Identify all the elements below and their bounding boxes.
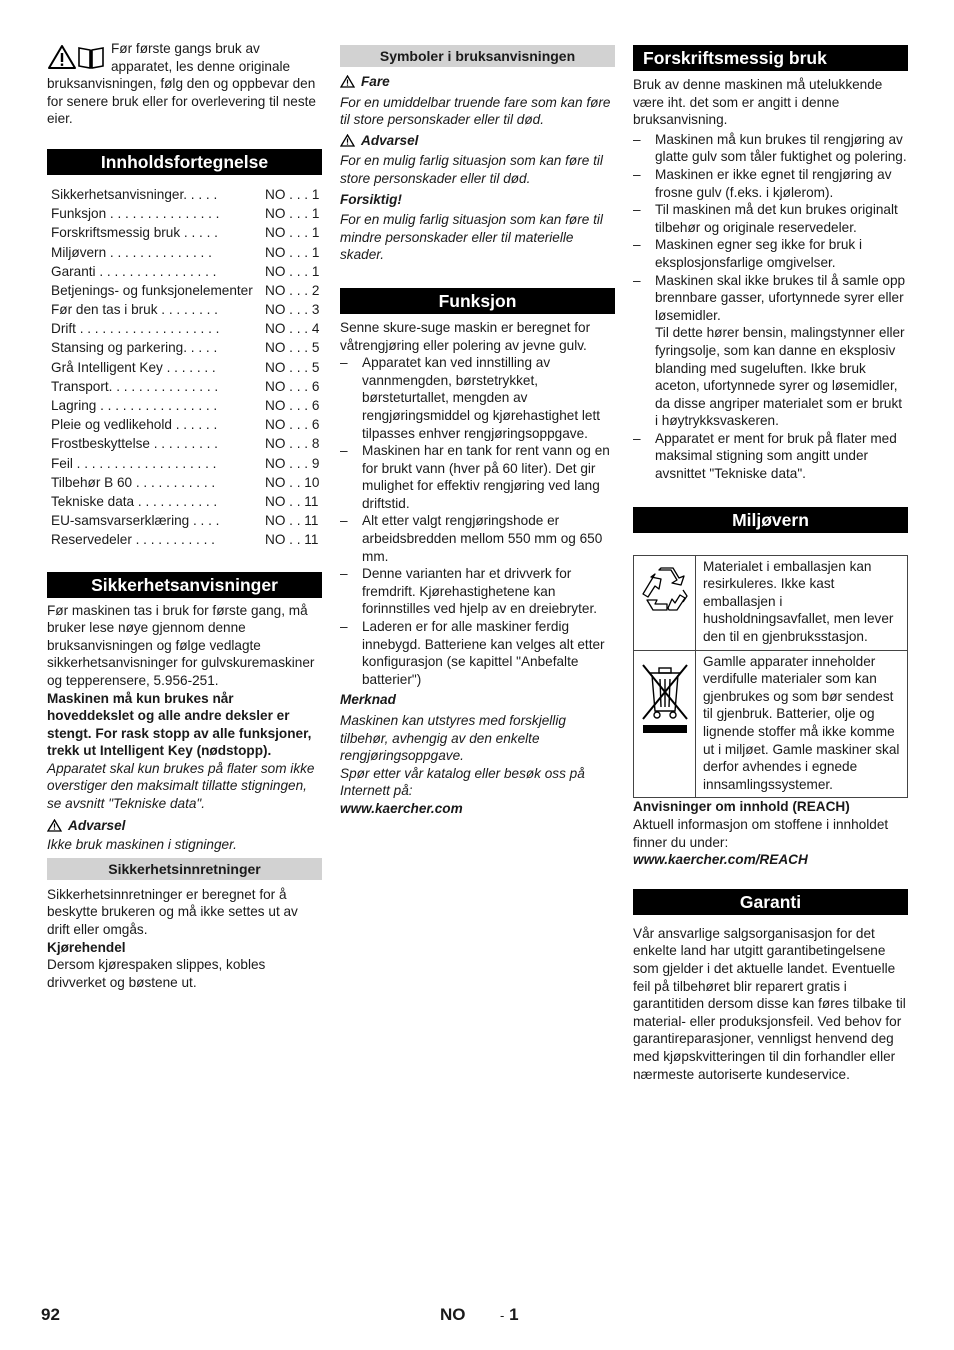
toc-entry-title: EU-samsvarserklæring . . . .: [51, 513, 220, 529]
toc-entry[interactable]: [47, 319, 322, 338]
proper-use-list-2: [633, 430, 908, 483]
intro-icons: [47, 44, 105, 70]
toc-entry-page: NO . . . 1: [265, 186, 320, 202]
list-item: – Maskinen skal ikke brukes til å samle opp brennbare gasser, ufortynnede syrer eller løsemidler.: [633, 272, 908, 325]
danger-heading: [340, 73, 615, 91]
toc-entry-title: Frostbeskyttelse . . . . . . . . .: [51, 436, 218, 452]
toc-entry-title: Funksjon . . . . . . . . . . . . . . .: [51, 206, 220, 222]
toc-entry-page: NO . . . 9: [265, 455, 320, 471]
toc-entry-title: Miljøvern . . . . . . . . . . . . . .: [51, 244, 212, 260]
warning-text: For en mulig farlig situasjon som kan føre til store personskader eller til død.: [340, 153, 603, 186]
warning-icon: [340, 134, 355, 147]
warning-icon: [47, 819, 62, 832]
warning-triangle-icon: [47, 44, 77, 70]
toc-entry-title: Pleie og vedlikehold . . . . . .: [51, 417, 218, 433]
footer-section-page: [500, 1306, 519, 1325]
reach-text: Aktuell informasjon om stoffene i innholdet finner du under:: [633, 816, 889, 850]
safety-paragraph-2: Maskinen må kun brukes når hoveddekslet og alle andre deksler er stengt. For rask stopp av alle funksjoner, trekk ut Intelligent Key (nødstopp).: [47, 690, 312, 759]
list-item: – Apparatet er ment for bruk på flater med maksimal stigning som angitt under avsnittet "Tekniske data".: [633, 430, 908, 483]
toc-entry[interactable]: [47, 530, 322, 549]
list-item: – Maskinen er ikke egnet til rengjøring av frosne gulv (f.eks. i kjølerom).: [633, 166, 908, 201]
toc-entry[interactable]: [47, 511, 322, 530]
toc-entry-page: NO . . 11: [265, 493, 319, 509]
proper-use-intro: Bruk av denne maskinen må utelukkende være iht. det som er angitt i denne bruksanvisning.: [633, 77, 883, 128]
danger-warning-icon: [340, 75, 355, 88]
toc-entry-page: NO . . . 4: [265, 321, 320, 337]
proper-use-extra: Til dette hører bensin, malingstynner eller fyringsolje, som kan danne en eksplosiv blanding med sugeluften. Ikke bruk aceton, ufortynnede syrer og løsemidler, da disse angriper materialet som er brukt i høytrykksvaskeren.: [655, 325, 905, 429]
toc-heading: Innholdsfortegnelse: [47, 149, 322, 175]
manual-book-icon: [77, 44, 105, 70]
safety-paragraph-3: Apparatet skal kun brukes på flater som ikke overstiger den maksimalt tillatte stigningen, se avsnitt "Tekniske data".: [47, 760, 315, 812]
note-label: Merknad: [340, 692, 396, 708]
list-item: – Apparatet kan ved innstilling av vannmengden, børstetrykket, børsteturtallet, mengden av rengjøringsmiddel og kjørehastighet lett tilpasses enhver rengjøringsoppgave.: [340, 354, 615, 442]
intro-text: Før første gangs bruk av apparatet, les denne originale bruksanvisningen, følg den og oppbevar den for senere bruk eller for overlevering til neste eier.: [47, 41, 316, 127]
note-text-2: Spør etter vår katalog eller besøk oss på Internett på:: [340, 765, 585, 799]
toc-entry-title: Stansing og parkering. . . . .: [51, 340, 218, 356]
function-list: [340, 354, 615, 688]
toc-entry[interactable]: [47, 434, 322, 453]
toc-entry-title: Transport. . . . . . . . . . . . . . .: [51, 378, 219, 394]
environment-table: [633, 555, 908, 799]
toc-entry-title: Garanti . . . . . . . . . . . . . . . .: [51, 263, 217, 279]
toc-entry-page: NO . . . 6: [265, 417, 320, 433]
toc-entry[interactable]: [47, 415, 322, 434]
website-link[interactable]: www.kaercher.com: [340, 800, 463, 816]
list-item: – Alt etter valgt rengjøringshode er arbeidsbredden mellom 550 mm og 650 mm.: [340, 512, 615, 565]
toc-entry-page: NO . . . 5: [265, 359, 320, 375]
toc-entry-title: Betjenings- og funksjonelementer: [51, 282, 253, 298]
proper-use-list: [633, 131, 908, 325]
table-of-contents: [47, 185, 322, 550]
list-item: – Maskinen egner seg ikke for bruk i eksplosjonsfarlige omgivelser.: [633, 236, 908, 271]
toc-entry[interactable]: [47, 262, 322, 281]
proper-use-heading: Forskriftsmessig bruk: [633, 45, 908, 71]
toc-entry[interactable]: [47, 300, 322, 319]
toc-entry[interactable]: [47, 243, 322, 262]
table-row: [634, 556, 907, 651]
column-right: [633, 40, 908, 1083]
toc-entry[interactable]: [47, 473, 322, 492]
function-heading: Funksjon: [340, 288, 615, 314]
toc-entry-page: NO . . . 2: [265, 282, 320, 298]
safety-warning-label: Advarsel: [68, 817, 126, 833]
toc-entry-page: NO . . . 1: [265, 263, 320, 279]
toc-entry-title: Før den tas i bruk . . . . . . . .: [51, 302, 218, 318]
footer-section-number: 1: [509, 1305, 519, 1324]
list-item: – Maskinen må kun brukes til rengjøring av glatte gulv som tåler fuktighet og polering.: [633, 131, 908, 166]
column-middle: [340, 40, 615, 818]
toc-entry-page: NO . . . 6: [265, 378, 320, 394]
reach-label: Anvisninger om innhold (REACH): [633, 799, 850, 815]
toc-entry-title: Drift . . . . . . . . . . . . . . . . . . .: [51, 321, 220, 337]
drive-lever-label: Kjørehendel: [47, 939, 126, 955]
safety-devices-heading: Sikkerhetsinnretninger: [47, 858, 322, 880]
footer-language: NO: [440, 1305, 466, 1324]
list-item: – Denne varianten har et drivverk for fremdrift. Kjørehastighetene kan forinnstilles ved hjelp av en dreiebryter.: [340, 565, 615, 618]
toc-entry[interactable]: [47, 492, 322, 511]
table-row: [634, 651, 907, 798]
crossed-bin-icon: [639, 659, 691, 739]
toc-entry[interactable]: [47, 281, 322, 300]
safety-paragraph-1: Før maskinen tas i bruk for første gang, må bruker lese nøye gjennom denne bruksanvisningen og følge vedlagte sikkerhetsanvisninger for gulvskuremaskiner og tepperensere, 5.956-251.: [47, 602, 315, 688]
safety-devices-text: Sikkerhetsinnretninger er beregnet for å beskytte brukeren og må ikke settes ut av drift eller omgås.: [47, 886, 298, 938]
toc-entry-title: Forskriftsmessig bruk . . . . .: [51, 225, 218, 241]
toc-entry-page: NO . . . 8: [265, 436, 320, 452]
drive-lever-text: Dersom kjørespaken slippes, kobles drivverket og bøstene ut.: [47, 957, 266, 990]
environment-row-2-text: Gamlle apparater inneholder verdifulle materialer som kan gjenbrukes og som bør sendest til gjenbruk. Batterier, olje og lignende stoffer må ikke komme ut i miljøet. Gamle maskiner skal derfor avhendes i egnede innsamlingssystemer.: [703, 653, 900, 792]
warning-heading: [340, 132, 615, 150]
toc-entry[interactable]: [47, 454, 322, 473]
note-text: Maskinen kan utstyres med forskjellig tilbehør, avhengig av den enkelte rengjøringsoppgave.: [340, 713, 566, 764]
toc-entry-title: Feil . . . . . . . . . . . . . . . . . . .: [51, 455, 217, 471]
toc-entry[interactable]: [47, 358, 322, 377]
toc-entry-page: NO . . 10: [265, 474, 320, 490]
danger-text: For en umiddelbar truende fare som kan føre til store personskader eller til død.: [340, 94, 611, 128]
function-intro: Senne skure-suge maskin er beregnet for våtrengjøring eller polering av jevne gulv.: [340, 319, 591, 353]
warranty-heading: Garanti: [633, 889, 908, 915]
list-item: – Maskinen har en tank for rent vann og en for brukt vann (hver på 60 liter). Det gir mulighet for effektiv rengjøring ved lang driftstid.: [340, 442, 615, 512]
toc-entry[interactable]: [47, 223, 322, 242]
toc-entry-page: NO . . . 1: [265, 225, 320, 241]
list-item: – Til maskinen må det kun brukes originalt tilbehør og originale reservedeler.: [633, 201, 908, 236]
toc-entry[interactable]: [47, 204, 322, 223]
intro-block: [47, 40, 322, 128]
toc-entry-page: NO . . . 5: [265, 340, 320, 356]
toc-entry-page: NO . . . 6: [265, 398, 320, 414]
toc-entry[interactable]: [47, 396, 322, 415]
toc-entry-title: Tilbehør B 60 . . . . . . . . . . .: [51, 474, 216, 490]
footer-dash: -: [500, 1308, 505, 1323]
environment-heading: Miljøvern: [633, 507, 908, 533]
safety-warning-heading: [47, 817, 322, 835]
warning-label: Advarsel: [361, 132, 419, 148]
column-left: [47, 40, 322, 991]
toc-entry-title: Reservedeler . . . . . . . . . . .: [51, 532, 215, 548]
danger-label: Fare: [361, 74, 390, 89]
symbols-heading: Symboler i bruksanvisningen: [340, 45, 615, 67]
toc-entry[interactable]: [47, 377, 322, 396]
caution-text: For en mulig farlig situasjon som kan føre til mindre personskader eller til materielle skader.: [340, 212, 603, 263]
reach-link[interactable]: www.kaercher.com/REACH: [633, 852, 808, 868]
toc-entry[interactable]: [47, 338, 322, 357]
environment-row-1-text: Materialet i emballasjen kan resirkuleres. Ikke kast emballasjen i husholdningsavfallet, men lever den til en gjenbruksstasjon.: [703, 558, 894, 645]
toc-entry-page: NO . . . 1: [265, 206, 320, 222]
warranty-text: Vår ansvarlige salgsorganisasjon for det enkelte land har utgitt garantibetingelsene som gjelder i det aktuelle landet. Eventuelle feil på tilbehøret blir reparert gratis i garantitiden dersom disse kan føres tilbake til material- eller produksjonsfeil. Ved behov for garantireparasjoner, vennligst henvend deg med kjøpskvitteringen til din forhandler eller nærmeste autoriserte kundeservice.: [633, 925, 906, 1082]
recycle-icon: [639, 564, 691, 614]
toc-entry-title: Grå Intelligent Key . . . . . . .: [51, 359, 216, 375]
list-item: – Laderen er for alle maskiner ferdig innebygd. Batteriene kan velges alt etter konfigurasjon (se kapittel "Anbefalte batterier"): [340, 618, 615, 688]
toc-entry-page: NO . . 11: [265, 532, 319, 548]
toc-entry-title: Sikkerhetsanvisninger. . . . .: [51, 186, 218, 202]
toc-entry-title: Lagring . . . . . . . . . . . . . . . .: [51, 398, 218, 414]
safety-warning-text: Ikke bruk maskinen i stigninger.: [47, 837, 237, 853]
page-number: 92: [41, 1305, 60, 1324]
toc-entry[interactable]: [47, 185, 322, 204]
caution-label: Forsiktig!: [340, 191, 402, 207]
toc-entry-page: NO . . 11: [265, 513, 319, 529]
toc-entry-title: Tekniske data . . . . . . . . . . .: [51, 493, 218, 509]
safety-heading: Sikkerhetsanvisninger: [47, 572, 322, 598]
toc-entry-page: NO . . . 3: [265, 302, 320, 318]
toc-entry-page: NO . . . 1: [265, 244, 320, 260]
